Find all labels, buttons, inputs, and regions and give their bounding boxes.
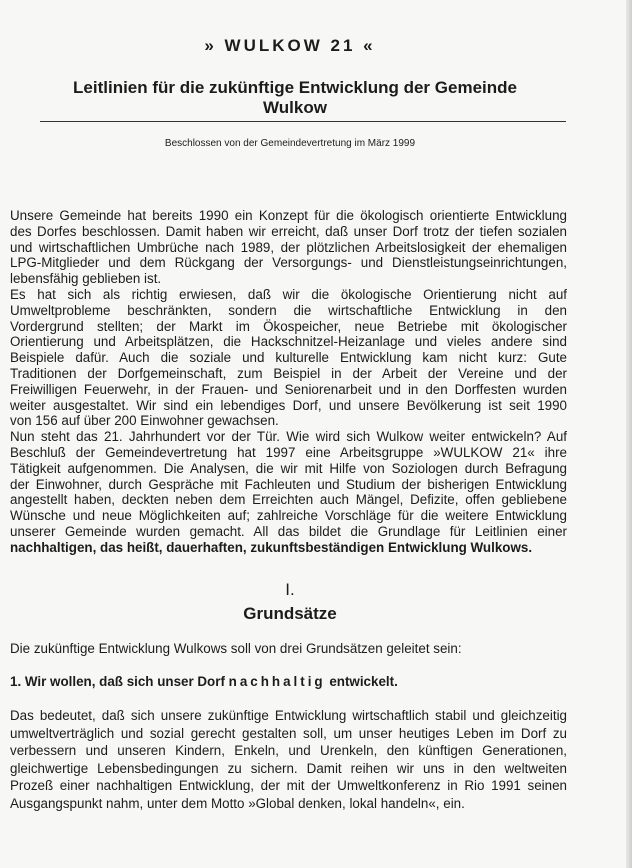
- text-line: Es hat sich als richtig erwiesen, daß wir die ökologische Orientierung nicht auf: [10, 286, 567, 302]
- text-line: Prozeß einer nachhaltigen Entwicklung, der mit der Umweltkonferenz in Rio 1991 seinen: [10, 778, 567, 793]
- lead-text: Die zukünftige Entwicklung Wulkows soll von drei Grundsätzen geleitet sein:: [10, 641, 462, 656]
- principle-suffix: entwickelt.: [325, 674, 398, 689]
- text-line: nachhaltigen, das heißt, dauerhaften, zukunftsbeständigen Entwicklung Wulkows.: [10, 539, 533, 555]
- document-subtitle: [20, 78, 570, 118]
- principle-1-heading: [10, 673, 567, 691]
- text-line: und wirtschaftlichen Umbrüche nach 1989, der plötzlichen Arbeitslosigkeit der ehemaligen: [10, 239, 567, 255]
- scan-edge: [626, 0, 632, 868]
- text-line: Beispiele dafür. Auch die soziale und kulturelle Entwicklung kam nicht kurz: Gute: [10, 350, 567, 366]
- subtitle-line: Leitlinien für die zukünftige Entwicklung der Gemeinde: [73, 78, 517, 97]
- text-line: der Einwohner, durch Gespräche mit Fachleuten und Studium der bisherigen Entwicklung: [10, 476, 567, 492]
- subtitle-line: Wulkow: [263, 98, 327, 117]
- text-line: Wünsche und neue Möglichkeiten auf; zahlreiche Vorschläge für die weitere Entwicklung: [10, 508, 567, 524]
- text-line: lebensfähig geblieben ist.: [10, 271, 162, 287]
- text-line: des Dorfes beschlossen. Damit haben wir erreicht, daß unser Dorf trotz der tiefen sozialen: [10, 223, 567, 239]
- text-line: weiter ausgestaltet. Wir sind ein lebendiges Dorf, und unsere Bevölkerung ist seit 1990: [10, 397, 567, 413]
- text-line: Freiwilligen Feuerwehr, in der Frauen- und Seniorenarbeit und in den Dorffesten wurden: [10, 381, 567, 397]
- text-line: Das bedeutet, daß sich unsere zukünftige Entwicklung wirtschaftlich stabil und gleichzeitig: [10, 708, 567, 723]
- section-title: Grundsätze: [243, 604, 337, 623]
- principle-prefix: 1. Wir wollen, daß sich unser Dorf: [10, 674, 229, 689]
- text-line: angestellt haben, deckten neben dem Erreichten auch Mängel, Defizite, offen gebliebene: [10, 492, 567, 508]
- principle-emphasis: nachhaltig: [228, 674, 326, 689]
- intro-text: [10, 208, 567, 556]
- text-line: Tätigkeit aufgenommen. Die Analysen, die wir mit Hilfe von Soziologen durch Befragung: [10, 460, 567, 476]
- section-lead: [10, 640, 567, 658]
- section-number: I.: [285, 580, 295, 599]
- text-line: Vordergrund stellten; der Markt im Ökospeicher, neue Betriebe mit ökologischer: [10, 318, 567, 334]
- text-line: Ausgangspunkt nahm, unter dem Motto »Global denken, lokal handeln«, ein.: [10, 795, 465, 811]
- text-line: Orientierung und Arbeitsplätzen, die Hackschnitzel-Heizanlage und vieles andere sind: [10, 334, 567, 350]
- text-line: Beschluß der Gemeindevertretung hat 1997 eine Arbeitsgruppe »WULKOW 21« ihre: [10, 444, 567, 460]
- text-line: LPG-Mitglieder und dem Rückgang der Versorgungs- und Dienstleistungseinrichtungen,: [10, 255, 567, 271]
- text-line: Umweltprobleme beschränkten, sondern die wirtschaftliche Entwicklung in den: [10, 302, 567, 318]
- text-line: Traditionen der Dorfgemeinschaft, zum Beispiel in der Arbeit der Vereine und der: [10, 365, 567, 381]
- text-line: gleichwertige Lebensbedingungen zu sichern. Damit reihen wir uns in den weltweiten: [10, 760, 567, 776]
- document-title: » WULKOW 21 «: [204, 36, 376, 55]
- text-line: Unsere Gemeinde hat bereits 1990 ein Konzept für die ökologisch orientierte Entwicklung: [10, 208, 567, 223]
- text-line: verbessern und unseren Kindern, Enkeln, und Urenkeln, den künftigen Generationen,: [10, 743, 567, 758]
- text-line: von 156 auf über 200 Einwohner gewachsen.: [10, 413, 279, 429]
- text-line: unserer Gemeinde wurden gemacht. All das bildet die Grundlage für Leitlinien einer: [10, 523, 567, 539]
- resolution-note: Beschlossen von der Gemeindevertretung im März 1999: [164, 138, 416, 149]
- principle-1-text: [10, 707, 567, 812]
- text-line: umweltverträglich und sozial gerecht gestalten soll, um unser heutiges Leben im Dorf zu: [10, 725, 567, 741]
- text-line: Nun steht das 21. Jahrhundert vor der Tür. Wie wird sich Wulkow weiter entwickeln? Auf: [10, 429, 567, 445]
- title-divider: [40, 121, 566, 122]
